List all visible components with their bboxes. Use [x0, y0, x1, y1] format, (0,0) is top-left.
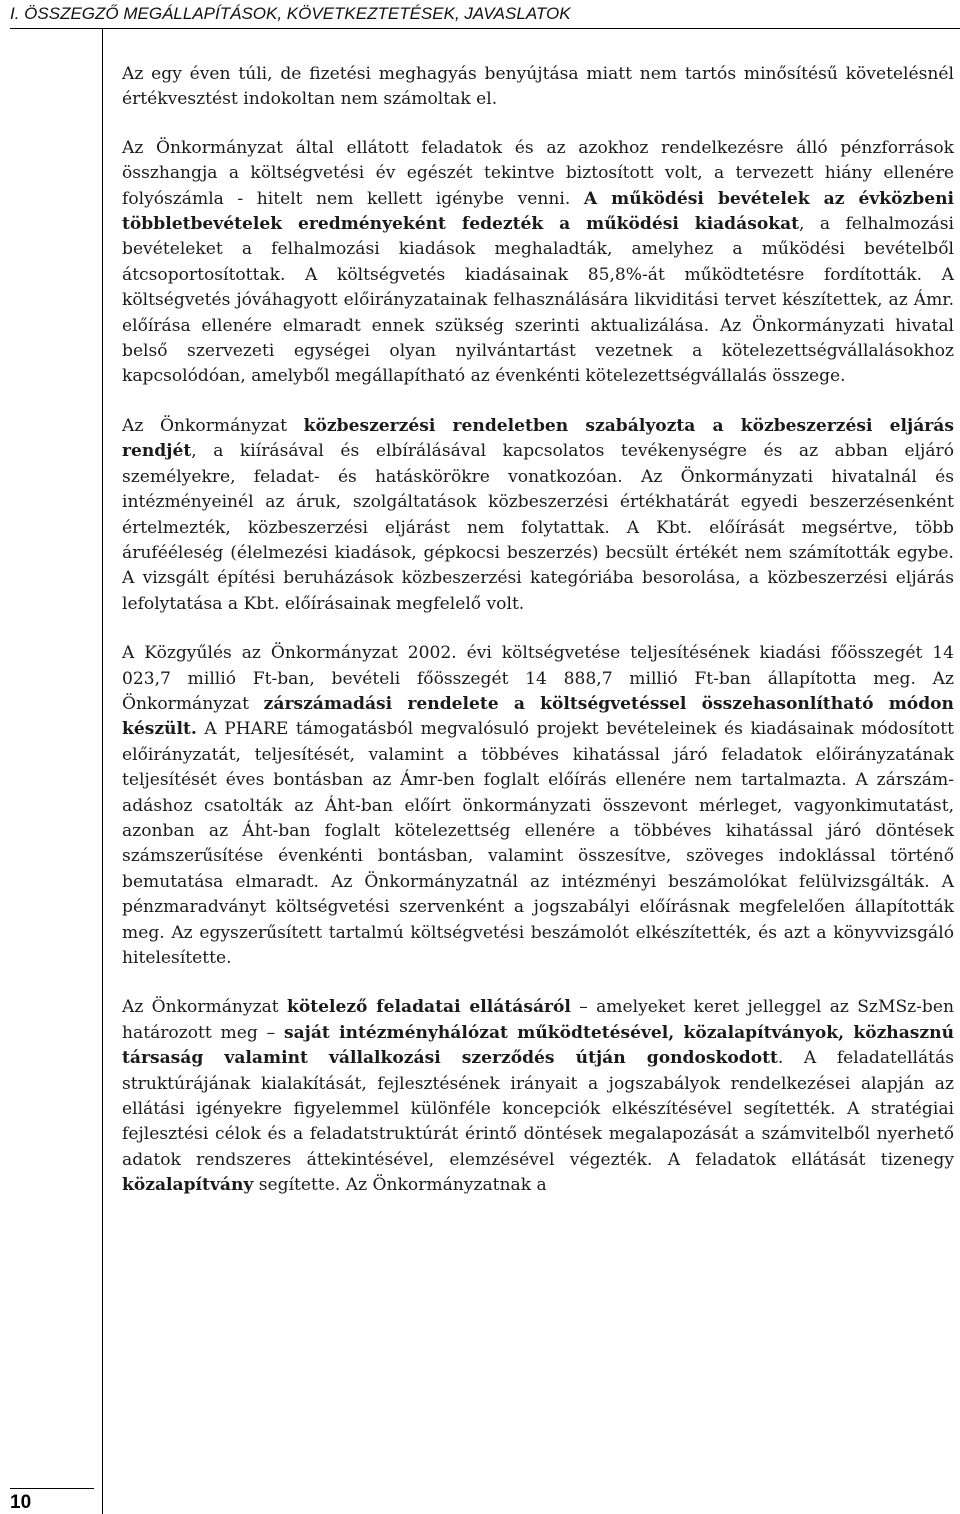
text-run: , a felhalmozási bevételeket a felhalmozási kiadások meghaladták, amelyhez a működési bevételből átcsoportosítottak. A költségvetés kiadásainak 85,8%-át működtetésre fordították. A költségvetés jóváhagyott előirányzatainak felhasználására likviditási tervet készítettek, az Ámr. előírása ellenére elmaradt ennek szükség szerinti aktualizálása. Az Önkormányzati hivatal belső szervezeti egységei olyan nyilvántartást vezetnek a kötelezettségvállalásokhoz kapcsolódóan, amelyből megállapítható az évenkénti kötelezettségvállalás összege.	[122, 214, 954, 387]
text-run: – amelyeket keret jelleggel az SzMSz-ben határozott meg –	[122, 997, 955, 1043]
margin-rule	[102, 28, 103, 1514]
text-run: Az egy éven túli, de fizetési meghagyás benyújtása miatt nem tartós minősítésű követelésnél értékvesztést indokoltan nem számoltak el.	[122, 64, 954, 110]
page-header	[10, 4, 960, 29]
text-run: . A feladatellátás struktúrájának kialakítását, fejlesztésének irányait a jogszabályok rendelkezései alapján az ellátási igényekre figyelemmel különféle koncepciók elkészítésével segítették. A stratégiai fejlesztési célok és a feladatstruktúrát érintő döntések megalapozását a számvitelből nyerhető adatok rendszeres áttekintésével, elemzésével végezték. A feladatok ellátását tizenegy	[122, 1048, 955, 1170]
bold-text-run: A működési bevételek az évközbeni többletbevételek eredményeként fedezték a működési kiadásokat	[122, 188, 954, 235]
bold-text-run: saját intézményhálózat működtetésével, közalapítványok, közhasznú társaság valamint vállalkozási szerződés útján gondoskodott	[122, 1022, 954, 1069]
document-body	[122, 62, 954, 1223]
text-run: A Közgyűlés az Önkormányzat 2002. évi költségvetése teljesítésének kiadási főösszegét 14 023,7 millió Ft-ban, bevételi főösszegét 14 888,7 millió Ft-ban állapította meg. Az Önkormányzat	[122, 643, 954, 714]
paragraph-4	[122, 641, 954, 971]
bold-text-run: közbeszerzési rendeletben szabályozta a közbeszerzési eljárás rendjét	[122, 415, 954, 462]
paragraph-2	[122, 136, 954, 390]
bold-text-run: kötelező feladatai ellátásáról	[286, 997, 571, 1018]
page-number	[10, 1488, 94, 1514]
text-run: A PHARE támogatásból megvalósuló projekt bevételeinek és kiadásainak módosított előirányzatát, teljesítését, valamint a többéves kihatással járó feladatok előirányzatának teljesítését éves bontásban az Ámr-ben foglalt előírás ellenére nem tartalmazta. A zárszámadáshoz csatolták az Áht-ban előírt önkormányzati összevont mérleget, vagyonkimutatást, azonban az Áht-ban foglalt kötelezettség ellenére a többéves kihatással járó döntések számszerűsítése évenkénti bontásban, valamint összesítve, szöveges indoklással történő bemutatása elmaradt. Az Önkormányzatnál az intézményi beszámolókat felülvizsgálták. A pénzmaradványt költségvetési szervenként a jogszabályi előírásnak megfelelően állapították meg. Az egyszerűsített tartalmú költségvetési beszámolót elkészítették, és azt a könyvvizsgáló hitelesítette.	[122, 719, 954, 968]
text-run: Az Önkormányzat	[122, 997, 287, 1018]
text-run: Az Önkormányzat által ellátott feladatok és az azokhoz rendelkezésre álló pénzforrások összhangja a költségvetési év egészét tekintve biztosított volt, a tervezett hiány ellenére folyószámla - hitelt nem kellett igénybe venni.	[122, 137, 954, 209]
paragraph-5	[122, 995, 954, 1198]
bold-text-run: közalapítvány	[122, 1175, 254, 1196]
paragraph-1	[122, 62, 954, 113]
text-run: , a kiírásával és elbírálásával kapcsolatos tevékenységre és az abban eljáró személyekre, feladat- és hatáskörökre vonatkozóan. Az Önkormányzati hivatalnál és intézményeinél az áruk, szolgáltatások közbeszerzési értékhatárát egyedi beszerzésenként értelmezték, közbeszerzési eljárást nem folytattak. A Kbt. előírását megsértve, több árufééleség (élelmezési kiadások, gépkocsi beszerzés) becsült értékét nem számították egybe. A vizsgált építési beruházások közbeszerzési kategóriába besorolása, a közbeszerzési eljárás lefolytatása a Kbt. előírásainak megfelelő volt.	[122, 441, 954, 614]
bold-text-run: zárszámadási rendelete a költségvetéssel összehasonlítható módon készült.	[122, 693, 954, 740]
text-run: Az Önkormányzat	[122, 415, 304, 436]
paragraph-3	[122, 414, 954, 617]
page-number-text: 10	[10, 1492, 32, 1513]
header-title: I. ÖSSZEGZŐ MEGÁLLAPÍTÁSOK, KÖVETKEZTETÉSEK, JAVASLATOK	[10, 4, 571, 23]
text-run: segítette. Az Önkormányzatnak a	[253, 1175, 547, 1196]
